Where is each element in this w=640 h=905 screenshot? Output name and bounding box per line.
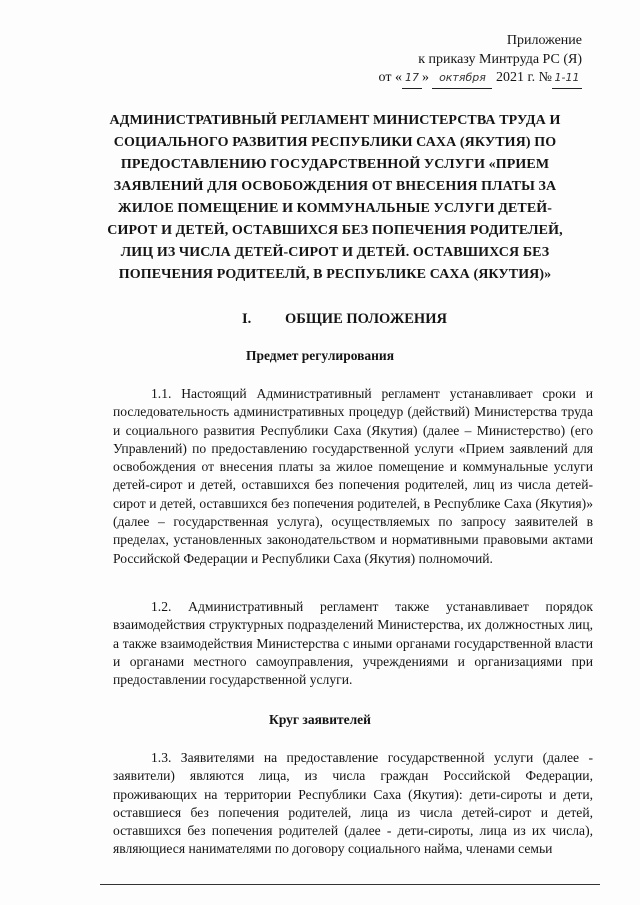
- handwritten-month: октября: [432, 69, 492, 89]
- appendix-label: Приложение: [506, 33, 582, 48]
- subhead-subject: Предмет регулирования: [245, 348, 395, 363]
- footnote-divider: [100, 884, 600, 885]
- paragraph-1-3: 1.3. Заявителями на предоставление государственной услуги (далее - заявители) являются лица, из числа граждан Российской Федерации, проживающих на территории Республики Саха (Якутия): дети-сироты и дети, оставшиеся без попечения родителей, лица из числа детей-сирот и детей, оставшихся без попечения родителей (далее - дети-сироты, лица из их числа), являющиеся нанимателями по договору социального найма, членами семьи: [113, 750, 593, 857]
- section-title: ОБЩИЕ ПОЛОЖЕНИЯ: [285, 311, 447, 327]
- subhead-applicants: Круг заявителей: [269, 712, 371, 727]
- document-title: АДМИНИСТРАТИВНЫЙ РЕГЛАМЕНТ МИНИСТЕРСТВА ТРУДА И СОЦИАЛЬНОГО РАЗВИТИЯ РЕСПУБЛИКИ САХА (ЯКУТИЯ) ПО ПРЕДОСТАВЛЕНИЮ ГОСУДАРСТВЕННОЙ УСЛУГИ «ПРИЕМ ЗАЯВЛЕНИЙ ДЛЯ ОСВОБОЖДЕНИЯ ОТ ВНЕСЕНИЯ ПЛАТЫ ЗА ЖИЛОЕ ПОМЕЩЕНИЕ И КОММУНАЛЬНЫЕ УСЛУГИ ДЕТЕЙ-СИРОТ И ДЕТЕЙ, ОСТАВШИХСЯ БЕЗ ПОПЕЧЕНИЯ РОДИТЕЛЕЙ, ЛИЦ ИЗ ЧИСЛА ДЕТЕЙ-СИРОТ И ДЕТЕЙ. ОСТАВШИХСЯ БЕЗ ПОПЕЧЕНИЯ РОДИТЕЕЛЙ, В РЕСПУБЛИКЕ САХА (ЯКУТИЯ)»: [107, 113, 563, 282]
- order-reference: к приказу Минтруда РС (Я): [418, 51, 582, 67]
- order-date-line: от « 17 » октября 2021 г. № 1-11: [379, 69, 582, 89]
- section-number: I.: [242, 311, 252, 327]
- paragraph-1-2: 1.2. Административный регламент также устанавливает порядок взаимодействия структурных подразделений Министерства, их должностных лиц, а также взаимодействия Министерства с иными органами государственной власти и органами местного самоуправления, учреждениями и организациями при предоставлении государственной услуги.: [113, 599, 593, 688]
- handwritten-day: 17: [402, 69, 422, 89]
- paragraph-1-1: 1.1. Настоящий Административный регламент устанавливает сроки и последовательность административных процедур (действий) Министерства труда и социального развития Республики Саха (Якутия) (далее – Министерство) (его Управлений) по предоставлению государственной услуги «Прием заявлений для освобождения от внесения платы за жилое помещение и коммунальные услуги детей-сирот и детей, оставшихся без попечения родителей, лиц из числа детей-сирот и детей, оставшихся без попечения родителей, в Республике Саха (Якутия)» (далее – государственная услуга), осуществляемых по запросу заявителей в пределах, установленных законодательством и нормативными правовыми актами Российской Федерации и Республики Саха (Якутия) полномочий.: [113, 386, 593, 566]
- appendix-header: [379, 32, 582, 89]
- handwritten-number: 1-11: [552, 69, 582, 89]
